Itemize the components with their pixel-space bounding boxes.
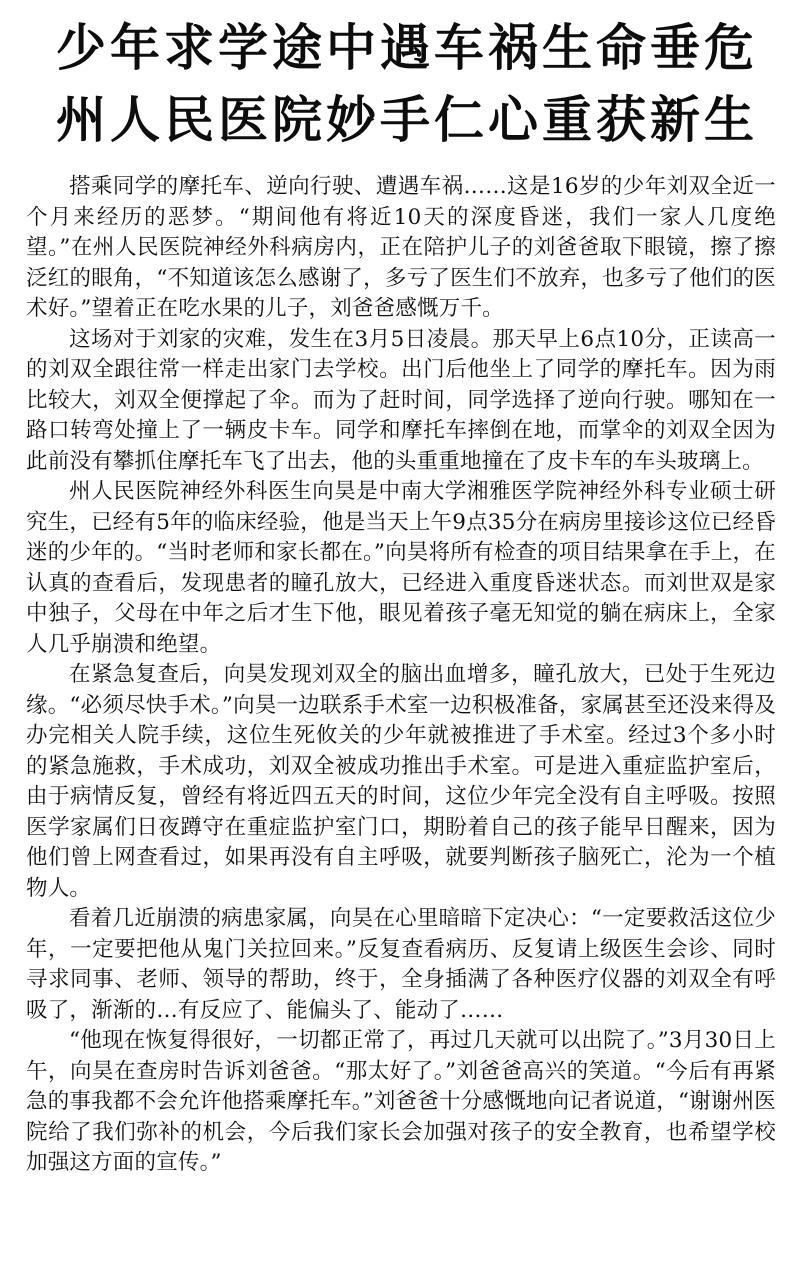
paragraph-2: 这场对于刘家的灾难，发生在3月5日凌晨。那天早上6点10分，正读高一的刘双全跟往常一样走出家门去学校。出门后他坐上了同学的摩托车。因为雨比较大，刘双全便撑起了伞。而为了赶时间，同学选择了逆向行驶。哪知在一路口转弯处撞上了一辆皮卡车。同学和摩托车摔倒在地，而掌伞的刘双全因为此前没有攀抓住摩托车飞了出去，他的头重重地撞在了皮卡车的车头玻璃上。: [26, 326, 776, 474]
paragraph-6: “他现在恢复得很好，一切都正常了，再过几天就可以出院了。”3月30日上午，向昊在查房时告诉刘爸爸。“那太好了。”刘爸爸高兴的笑道。“今后有再紧急的事我都不会允许他搭乘摩托车。”刘爸爸十分感慨地向记者说道，“谢谢州医院给了我们弥补的机会，今后我们家长会加强对孩子的安全教育，也希望学校加强这方面的宣传。”: [26, 1028, 776, 1175]
headline-line-2: 州人民医院妙手仁心重获新生: [56, 91, 758, 149]
paragraph-5: 看着几近崩溃的病患家属，向昊在心里暗暗下定决心：“一定要救活这位少年，一定要把他从鬼门关拉回来。”反复查看病历、反复请上级医生会诊、同时寻求同事、老师、领导的帮助，终于，全身插满了各种医疗仪器的刘双全有呼吸了，渐渐的…有反应了、能偏头了、能动了……: [26, 906, 776, 1023]
paragraph-1: 搭乘同学的摩托车、逆向行驶、遭遇车祸……这是16岁的少年刘双全近一个月来经历的恶梦。“期间他有将近10天的深度昏迷，我们一家人几度绝望。”在州人民医院神经外科病房内，正在陪护儿子的刘爸爸取下眼镜，擦了擦泛红的眼角，“不知道该怎么感谢了，多亏了医生们不放弃，也多亏了他们的医术好。”望着正在吃水果的儿子，刘爸爸感慨万千。: [26, 174, 776, 321]
headline-line-1: 少年求学途中遇车祸生命垂危: [56, 19, 758, 77]
headline: [34, 12, 780, 156]
paragraph-3: 州人民医院神经外科医生向昊是中南大学湘雅医学院神经外科专业硕士研究生，已经有5年的临床经验，他是当天上午9点35分在病房里接诊这位已经昏迷的少年的。“当时老师和家长都在。”向昊将所有检查的项目结果拿在手上，在认真的查看后，发现患者的瞳孔放大，已经进入重度昏迷状态。而刘世双是家中独子，父母在中年之后才生下他，眼见着孩子毫无知觉的躺在病床上，全家人几乎崩溃和绝望。: [26, 479, 776, 657]
article-body: [26, 172, 776, 1179]
paragraph-4: 在紧急复查后，向昊发现刘双全的脑出血增多，瞳孔放大，已处于生死边缘。“必须尽快手术。”向昊一边联系手术室一边积极准备，家属甚至还没来得及办完相关人院手续，这位生死攸关的少年就被推进了手术室。经过3个多小时的紧急施救，手术成功，刘双全被成功推出手术室。可是进入重症监护室后，由于病情反复，曾经有将近四五天的时间，这位少年完全没有自主呼吸。按照医学家属们日夜蹲守在重症监护室门口，期盼着自己的孩子能早日醒来，因为他们曾上网查看过，如果再没有自主呼吸，就要判断孩子脑死亡，沦为一个植物人。: [26, 662, 776, 901]
